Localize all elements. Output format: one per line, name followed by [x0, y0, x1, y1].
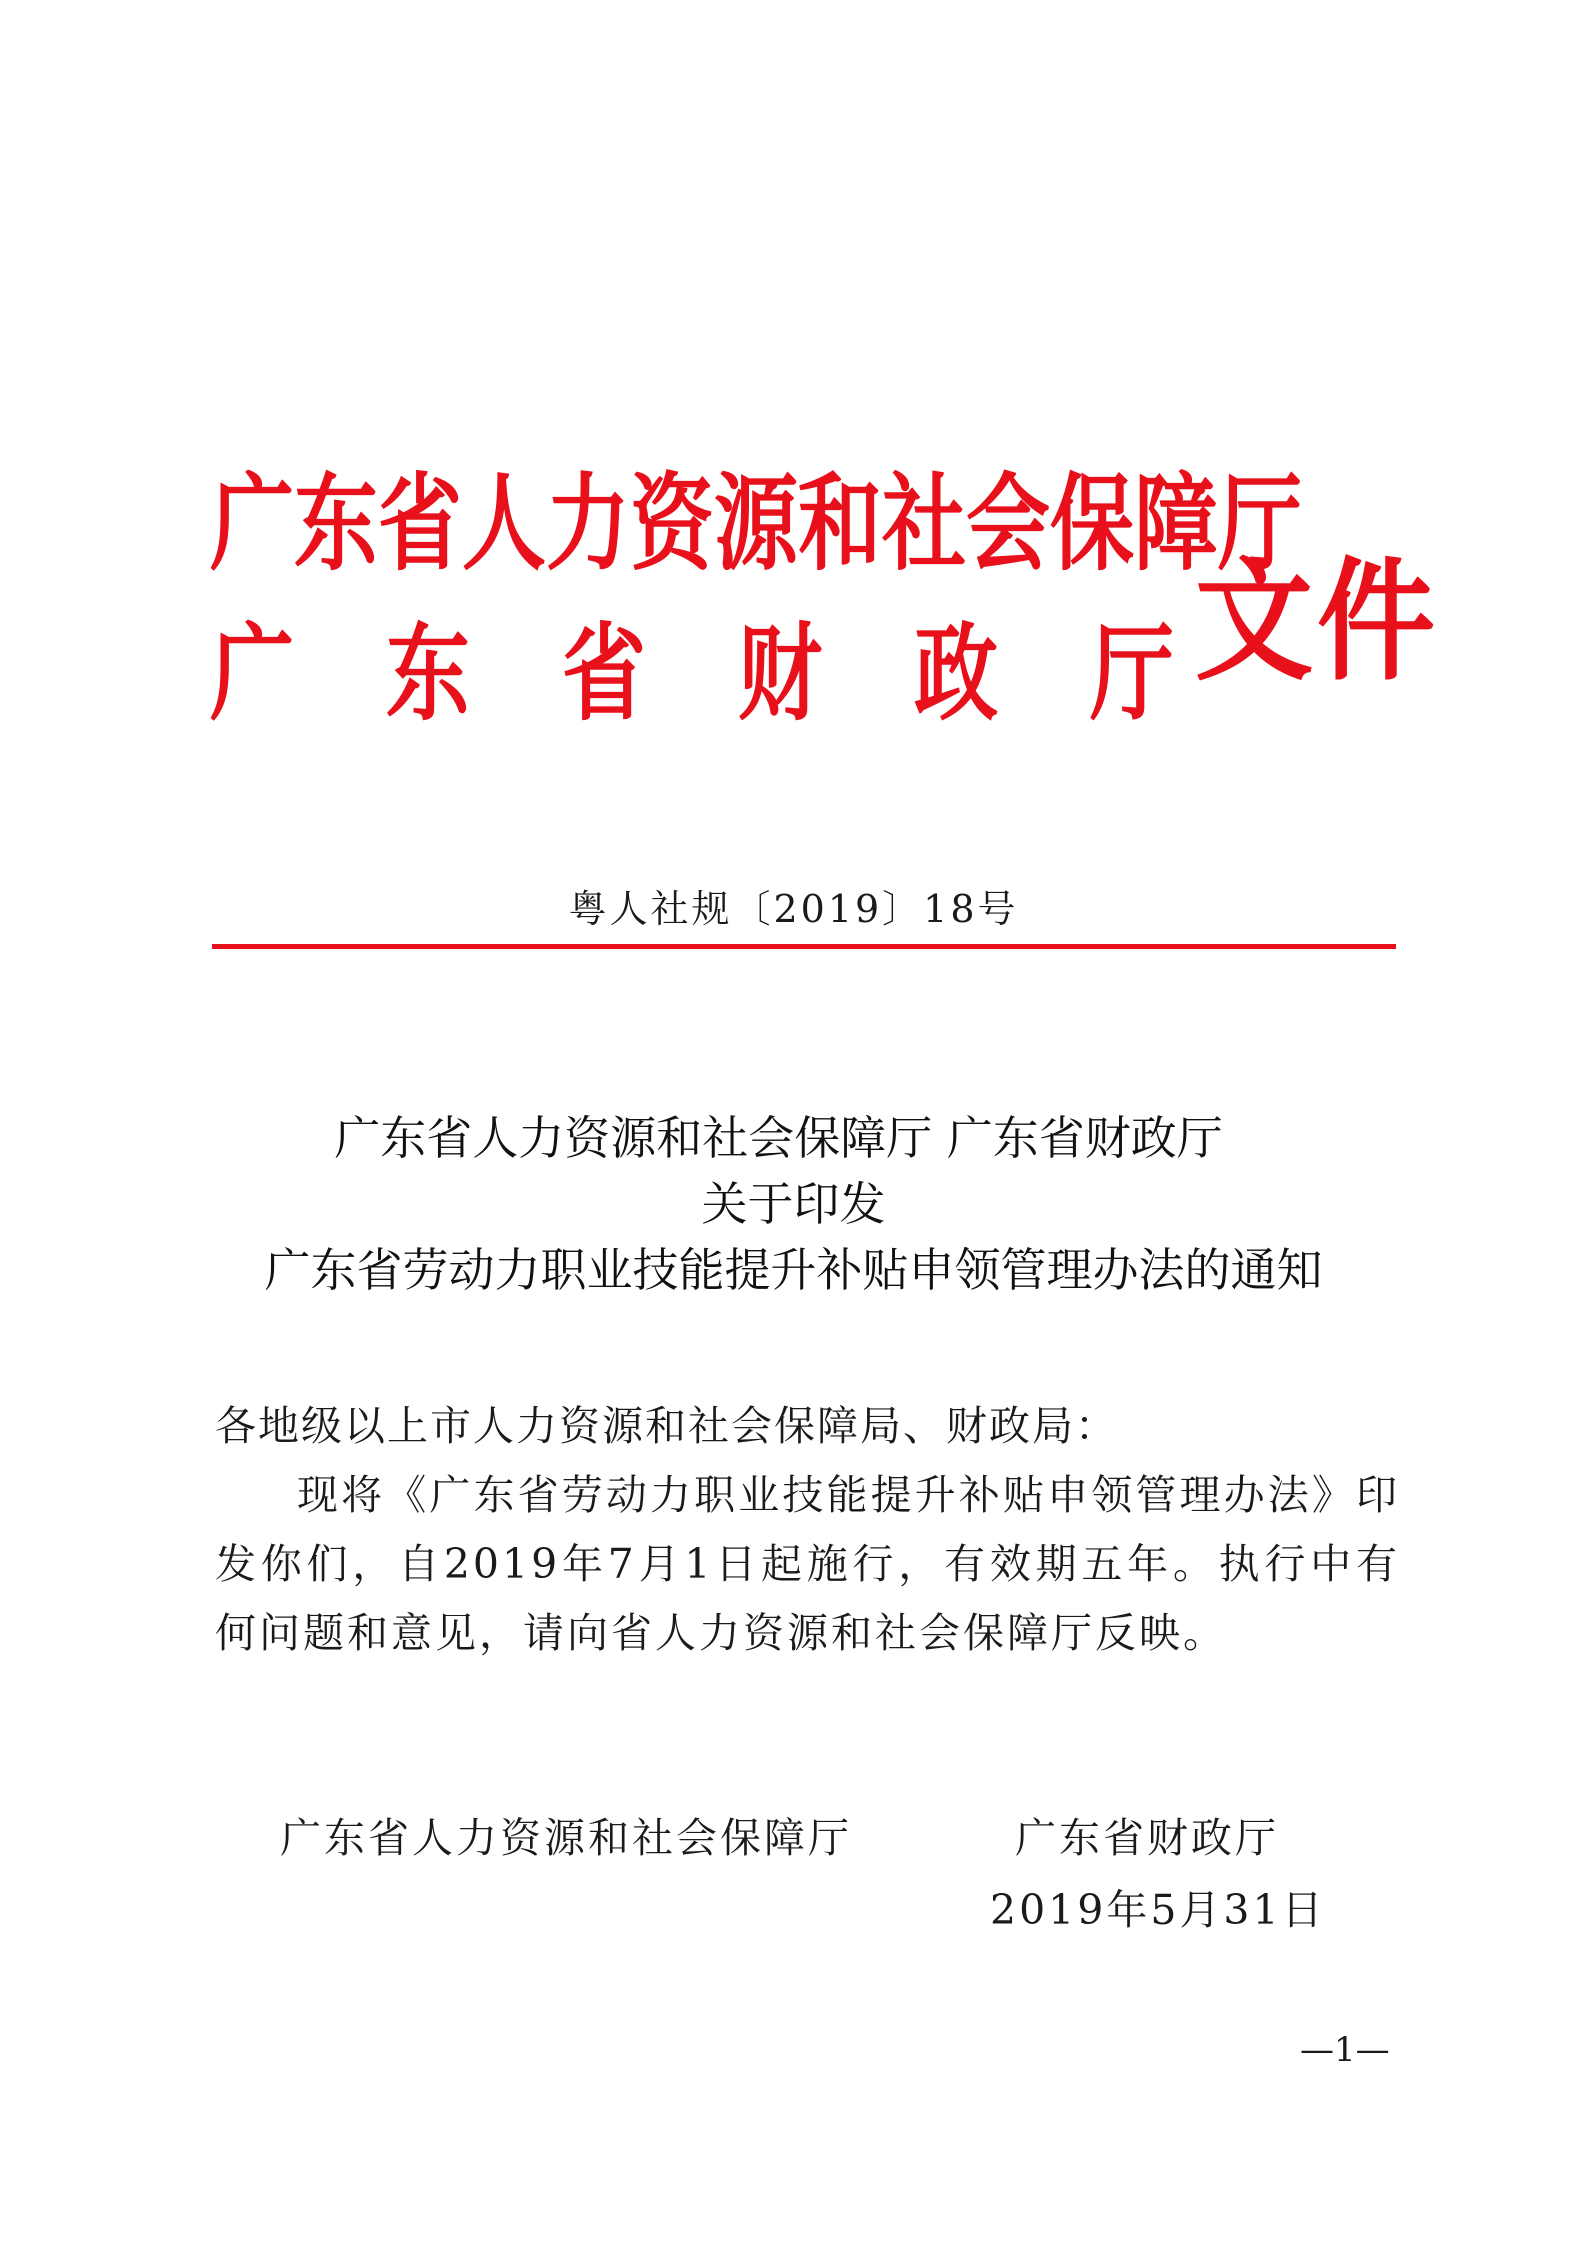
page-number: —1— [1300, 2030, 1390, 2070]
document-body [215, 1392, 1400, 1668]
masthead-org-line-2: 广东省财政厅 [210, 612, 1267, 735]
signature-date: 2019年5月31日 [990, 1886, 1326, 1934]
signature-org-1: 广东省人力资源和社会保障厅 [280, 1814, 852, 1862]
body-paragraph: 现将《广东省劳动力职业技能提升补贴申领管理办法》印发你们，自2019年7月1日起施行，有效期五年。执行中有何问题和意见，请向省人力资源和社会保障厅反映。 [215, 1471, 1400, 1657]
document-number: 粤人社规〔2019〕18号 [568, 887, 1019, 931]
masthead-org-line-1: 广东省人力资源和社会保障厅 [210, 462, 1303, 585]
title-line-3: 广东省劳动力职业技能提升补贴申领管理办法的通知 [264, 1243, 1323, 1297]
salutation: 各地级以上市人力资源和社会保障局、财政局： [215, 1402, 1118, 1450]
red-masthead [210, 440, 1440, 740]
red-divider-line [212, 944, 1396, 949]
masthead-doc-type: 文件 [1195, 544, 1440, 699]
title-line-2: 关于印发 [701, 1177, 886, 1231]
signature-org-2: 广东省财政厅 [1015, 1814, 1279, 1862]
document-title [0, 1105, 1587, 1303]
title-line-1: 广东省人力资源和社会保障厅 广东省财政厅 [334, 1111, 1223, 1165]
